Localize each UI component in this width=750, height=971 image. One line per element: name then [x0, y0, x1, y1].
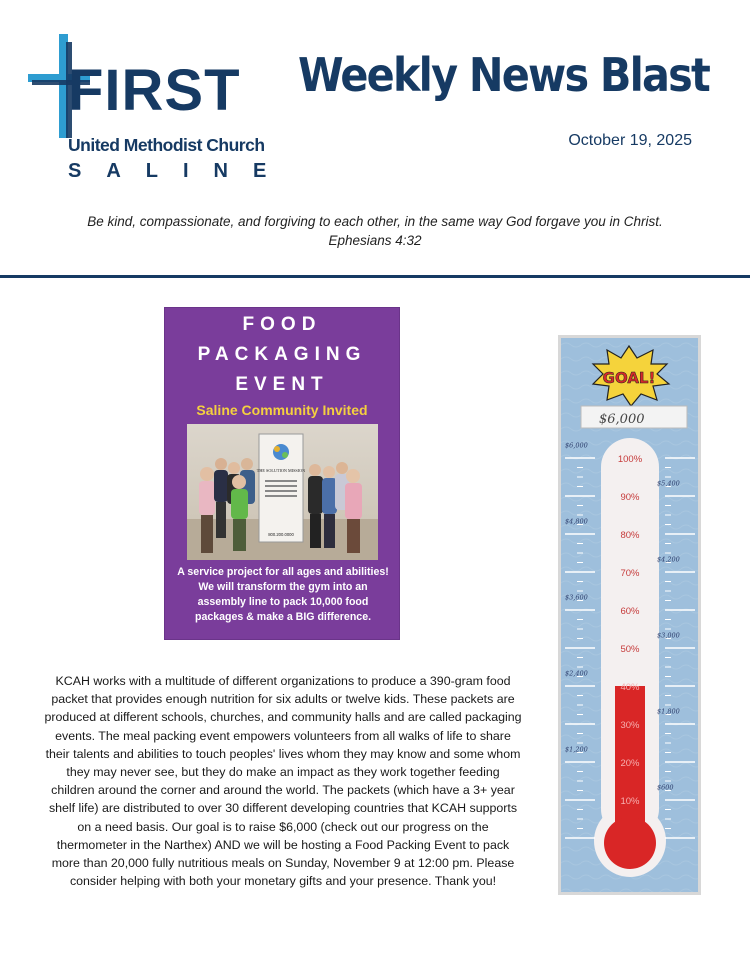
goal-amount: $6,000 [599, 412, 645, 427]
person [308, 464, 323, 548]
volunteer-group-photo [187, 424, 378, 560]
group-photo-image [187, 424, 378, 560]
percent-label: 30% [620, 720, 640, 731]
amount-label: $1,800 [657, 707, 680, 716]
banner-title: THE SOLUTION MISSION [256, 468, 306, 473]
amount-label: $3,000 [657, 631, 680, 640]
logo-first-text: FIRST [68, 58, 241, 123]
percent-label: 40% [620, 682, 640, 693]
amount-label: $1,200 [565, 745, 588, 754]
flyer-headline [165, 310, 399, 400]
goal-label: GOAL! [602, 369, 656, 387]
flyer-description: A service project for all ages and abilities! We will transform the gym into an assembly line to pack 10,000 food packages & make a BIG difference. [177, 566, 389, 623]
section-divider [0, 275, 750, 278]
verse-reference: Ephesians 4:32 [328, 233, 422, 248]
person [214, 458, 228, 538]
percent-label: 10% [620, 796, 640, 807]
percent-label: 20% [620, 758, 640, 769]
article-body: KCAH works with a multitude of different organizations to produce a 390-gram food packet that provides enough nutrition for six adults or twelve kids. These packets are produced at different schools, churches, and community halls and are called packaging events. The meal packing event empowers volunteers from all walks of life to share their talents and abilities to touch peoples' lives whom they may know and some whom they may never see, but they do make an impact as they work together feeding children around the corner and around the world. The packets (which have a 3+ year shelf life) are distributed to over 30 different developing countries that KCAH supports on a need basis. Our goal is to raise $6,000 (check out our progress on the thermometer in the Narthex) AND we will be hosting a Food Packing Event to pack more than 20,000 fully nutritious meals on Sunday, November 9 at 12:00 pm. Please consider helping with both your monetary gifts and your presence. Thank you! [44, 674, 522, 889]
logo-location: SALINE [68, 160, 292, 182]
amount-label: $600 [657, 783, 674, 792]
amount-label: $4,200 [657, 555, 680, 564]
newsletter-title: Weekly News Blast [298, 48, 710, 102]
person [322, 466, 337, 548]
thermometer-bulb [604, 817, 656, 869]
verse-text: Be kind, compassionate, and forgiving to each other, in the same way God forgave you in Christ. [87, 214, 663, 229]
percent-label: 70% [620, 568, 640, 579]
percent-label: 100% [617, 454, 643, 465]
logo-subtitle: United Methodist Church [68, 135, 265, 155]
percent-label: 50% [620, 644, 640, 655]
amount-label: $5,400 [657, 479, 680, 488]
percent-label: 90% [620, 492, 640, 503]
amount-label: $3,600 [565, 593, 588, 602]
fundraising-thermometer [558, 335, 701, 895]
food-packaging-flyer [164, 307, 400, 640]
flyer-headline-line: PACKAGING [197, 344, 367, 365]
flyer-subhead: Saline Community Invited [196, 402, 368, 418]
amount-label: $2,400 [565, 669, 588, 678]
percent-label: 80% [620, 530, 640, 541]
amount-label: $6,000 [565, 441, 588, 450]
thermometer-image [561, 338, 698, 892]
scripture-verse [0, 212, 750, 250]
banner-phone: 800.200.0000 [268, 532, 294, 537]
flyer-headline-line: EVENT [235, 374, 329, 395]
flyer-headline-line: FOOD [242, 314, 322, 335]
newsletter-date: October 19, 2025 [568, 132, 692, 149]
amount-label: $4,800 [565, 517, 588, 526]
percent-label: 60% [620, 606, 640, 617]
person [199, 467, 215, 553]
church-logo [28, 34, 292, 184]
